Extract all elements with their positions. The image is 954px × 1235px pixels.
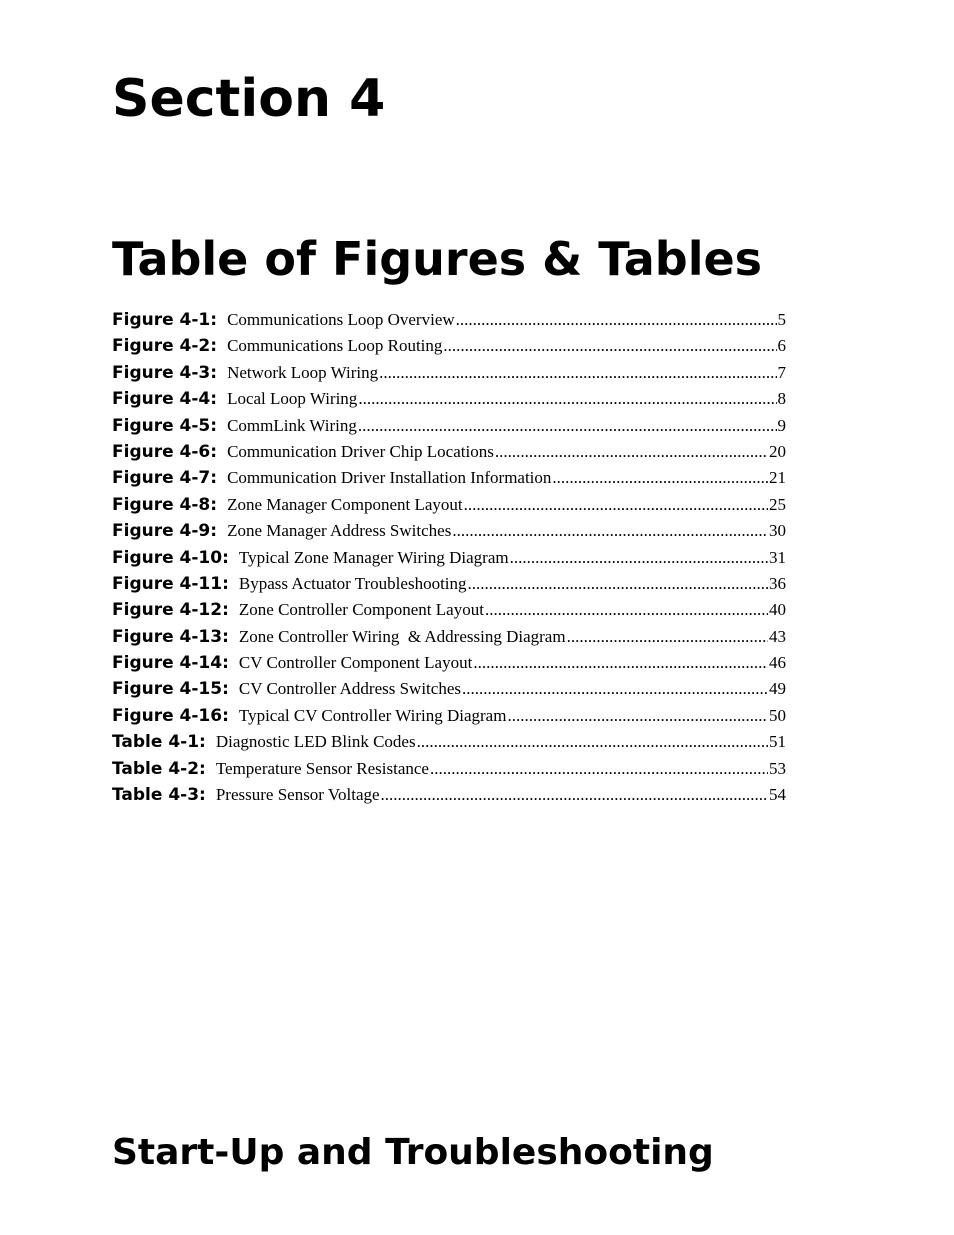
dot-leader <box>473 653 768 673</box>
toc-entry-label: Figure 4-4: <box>112 389 218 410</box>
dot-leader <box>358 389 776 409</box>
toc-entry-page: 21 <box>769 468 786 488</box>
dot-leader <box>485 600 768 620</box>
dot-leader <box>507 706 768 726</box>
toc-entry-title: Communication Driver Installation Information <box>227 468 552 488</box>
dot-leader <box>468 574 768 594</box>
toc-entry-label: Figure 4-14: <box>112 653 229 674</box>
toc-entry-figure-4-14[interactable] <box>112 653 786 679</box>
toc-entry-label: Table 4-2: <box>112 758 206 779</box>
dot-leader <box>552 468 768 488</box>
toc-entry-label: Figure 4-5: <box>112 415 218 436</box>
toc-entry-label: Figure 4-15: <box>112 679 229 700</box>
toc-entry-figure-4-13[interactable] <box>112 627 786 653</box>
toc-entry-page: 36 <box>769 573 786 593</box>
toc-entry-label: Figure 4-2: <box>112 336 218 357</box>
toc-entry-page: 54 <box>769 785 786 805</box>
toc-entry-figure-4-4[interactable] <box>112 389 786 415</box>
toc-entry-title: CV Controller Component Layout <box>238 653 473 673</box>
toc-entry-page: 43 <box>769 626 786 646</box>
toc-entry-title: Communication Driver Chip Locations <box>227 441 494 461</box>
toc-entry-figure-4-3[interactable] <box>112 363 786 389</box>
toc-entry-label: Figure 4-11: <box>112 573 229 594</box>
toc-entry-title: Temperature Sensor Resistance <box>215 758 429 778</box>
toc-entry-figure-4-1[interactable] <box>112 310 786 336</box>
toc-entry-title: Communications Loop Overview <box>227 310 455 329</box>
dot-leader <box>358 416 777 436</box>
toc-entry-page: 8 <box>777 389 786 409</box>
toc-entry-page: 25 <box>769 494 786 514</box>
toc-entry-page: 53 <box>769 758 786 778</box>
toc-entry-title: CommLink Wiring <box>227 415 357 435</box>
dot-leader <box>417 732 768 752</box>
toc-entry-label: Figure 4-6: <box>112 441 218 462</box>
dot-leader <box>452 521 768 541</box>
dot-leader <box>430 759 768 779</box>
toc-entry-page: 5 <box>777 310 786 329</box>
toc-entry-title: Zone Manager Address Switches <box>227 521 452 541</box>
toc-entry-title: Zone Manager Component Layout <box>227 494 463 514</box>
toc-entry-label: Figure 4-10: <box>112 547 229 568</box>
toc-entry-page: 31 <box>769 547 786 567</box>
dot-leader <box>464 495 768 515</box>
toc-entry-label: Table 4-3: <box>112 785 206 806</box>
toc-entry-figure-4-12[interactable] <box>112 600 786 626</box>
toc-entry-page: 7 <box>777 362 786 382</box>
toc-entry-title: Zone Controller Component Layout <box>238 600 484 620</box>
toc-entry-title: Local Loop Wiring <box>227 389 358 409</box>
toc-entry-title: CV Controller Address Switches <box>238 679 461 699</box>
toc-entry-page: 50 <box>769 705 786 725</box>
toc-entry-page: 49 <box>769 679 786 699</box>
toc-entry-table-4-3[interactable] <box>112 785 786 811</box>
toc-entry-label: Figure 4-3: <box>112 362 218 383</box>
toc-title: Table of Figures & Tables <box>112 232 763 286</box>
toc-entry-page: 51 <box>769 732 786 752</box>
dot-leader <box>456 310 777 330</box>
toc-entry-title: Typical CV Controller Wiring Diagram <box>238 705 507 725</box>
toc-entry-label: Table 4-1: <box>112 732 206 753</box>
toc-entry-label: Figure 4-12: <box>112 600 229 621</box>
toc-entry-page: 40 <box>769 600 786 620</box>
toc-entry-table-4-2[interactable] <box>112 759 786 785</box>
toc-entry-figure-4-7[interactable] <box>112 468 786 494</box>
toc-entry-title: Bypass Actuator Troubleshooting <box>238 573 467 593</box>
dot-leader <box>379 363 776 383</box>
toc-entry-page: 20 <box>769 441 786 461</box>
toc-entry-label: Figure 4-8: <box>112 494 218 515</box>
dot-leader <box>495 442 768 462</box>
toc-entry-figure-4-11[interactable] <box>112 574 786 600</box>
dot-leader <box>381 785 768 805</box>
toc-entry-label: Figure 4-13: <box>112 626 229 647</box>
section-title: Section 4 <box>112 69 386 129</box>
toc-entry-figure-4-6[interactable] <box>112 442 786 468</box>
toc-entry-figure-4-15[interactable] <box>112 679 786 705</box>
toc-entry-label: Figure 4-1: <box>112 310 218 330</box>
toc-entry-title: Pressure Sensor Voltage <box>215 785 380 805</box>
toc-entry-figure-4-9[interactable] <box>112 521 786 547</box>
toc-entry-title: Zone Controller Wiring & Addressing Diagram <box>238 626 566 646</box>
toc-entry-figure-4-10[interactable] <box>112 548 786 574</box>
document-footer-title: Start-Up and Troubleshooting <box>112 1132 714 1173</box>
toc-entry-figure-4-5[interactable] <box>112 416 786 442</box>
toc-entry-title: Network Loop Wiring <box>227 362 379 382</box>
toc-entry-title: Communications Loop Routing <box>227 336 443 356</box>
toc-entry-figure-4-16[interactable] <box>112 706 786 732</box>
toc-entry-label: Figure 4-16: <box>112 705 229 726</box>
toc-entry-title: Typical Zone Manager Wiring Diagram <box>238 547 509 567</box>
toc-entry-page: 6 <box>777 336 786 356</box>
toc-entry-title: Diagnostic LED Blink Codes <box>215 732 416 752</box>
toc-entry-page: 30 <box>769 521 786 541</box>
toc-list <box>112 310 786 811</box>
dot-leader <box>510 548 768 568</box>
dot-leader <box>443 336 776 356</box>
toc-entry-page: 46 <box>769 653 786 673</box>
toc-entry-figure-4-2[interactable] <box>112 336 786 362</box>
dot-leader <box>462 679 768 699</box>
dot-leader <box>567 627 768 647</box>
toc-entry-figure-4-8[interactable] <box>112 495 786 521</box>
toc-entry-page: 9 <box>777 415 786 435</box>
toc-entry-label: Figure 4-7: <box>112 468 218 489</box>
toc-entry-label: Figure 4-9: <box>112 521 218 542</box>
toc-entry-table-4-1[interactable] <box>112 732 786 758</box>
